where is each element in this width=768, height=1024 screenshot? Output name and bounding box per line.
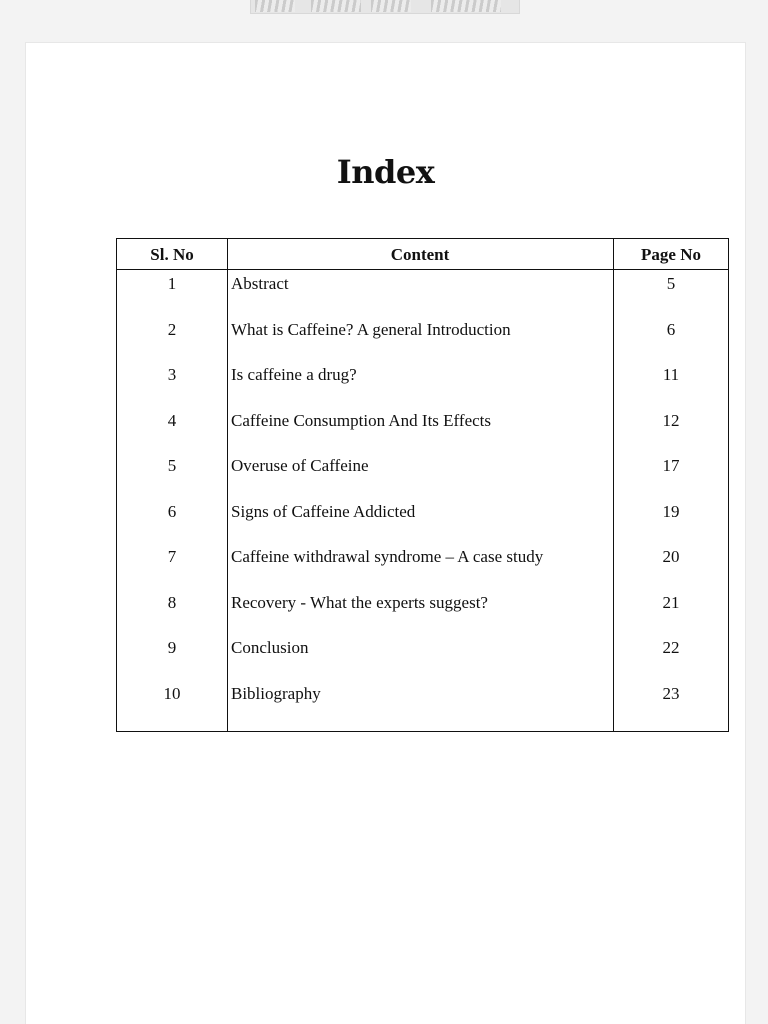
thumbnail-stripe (255, 0, 295, 12)
row-sl-no: 10 (163, 683, 181, 703)
table-row (117, 589, 728, 619)
row-sl-no: 9 (167, 638, 177, 657)
row-page-no: 23 (662, 683, 680, 703)
row-content: Is caffeine a drug? (231, 365, 357, 384)
row-content: Overuse of Caffeine (231, 456, 369, 475)
table-row (117, 543, 728, 573)
thumbnail-stripe (311, 0, 361, 12)
row-page-no: 19 (662, 501, 680, 521)
row-sl-no: 5 (167, 456, 177, 475)
column-header-page-no: Page No (641, 245, 701, 264)
row-sl-no: 3 (167, 365, 177, 384)
row-content: Signs of Caffeine Addicted (231, 501, 416, 521)
row-sl-no: 4 (167, 410, 177, 430)
row-page-no: 6 (666, 319, 676, 339)
row-content: What is Caffeine? A general Introduction (231, 319, 511, 339)
row-content: Bibliography (231, 683, 321, 703)
row-page-no: 21 (662, 592, 680, 612)
row-content: Recovery - What the experts suggest? (231, 592, 488, 612)
row-page-no: 5 (666, 274, 676, 293)
thumbnail-stripe (371, 0, 411, 12)
thumbnail-stripe (431, 0, 501, 12)
row-content: Conclusion (231, 638, 309, 657)
row-sl-no: 7 (167, 547, 177, 566)
table-row (117, 270, 728, 300)
column-header-content: Content (390, 245, 450, 264)
row-content: Caffeine Consumption And Its Effects (231, 410, 492, 430)
column-header-sl-no: Sl. No (150, 245, 194, 264)
table-row (117, 452, 728, 482)
row-content: Caffeine withdrawal syndrome – A case study (231, 547, 544, 566)
table-row (117, 634, 728, 664)
table-row (117, 316, 728, 346)
table-row (117, 407, 728, 437)
row-page-no: 17 (662, 456, 680, 475)
page-title: Index (336, 153, 435, 191)
row-sl-no: 8 (167, 592, 177, 612)
row-page-no: 20 (662, 547, 680, 566)
row-page-no: 11 (662, 365, 680, 384)
document-page (25, 42, 746, 1024)
row-sl-no: 2 (167, 319, 177, 339)
index-table (116, 238, 729, 732)
previous-page-thumbnail[interactable] (250, 0, 520, 14)
table-row (117, 361, 728, 391)
row-page-no: 12 (662, 410, 680, 430)
table-row (117, 498, 728, 528)
table-row (117, 680, 728, 710)
row-page-no: 22 (662, 638, 680, 657)
row-content: Abstract (231, 274, 289, 293)
row-sl-no: 1 (167, 274, 177, 293)
row-sl-no: 6 (167, 501, 177, 521)
